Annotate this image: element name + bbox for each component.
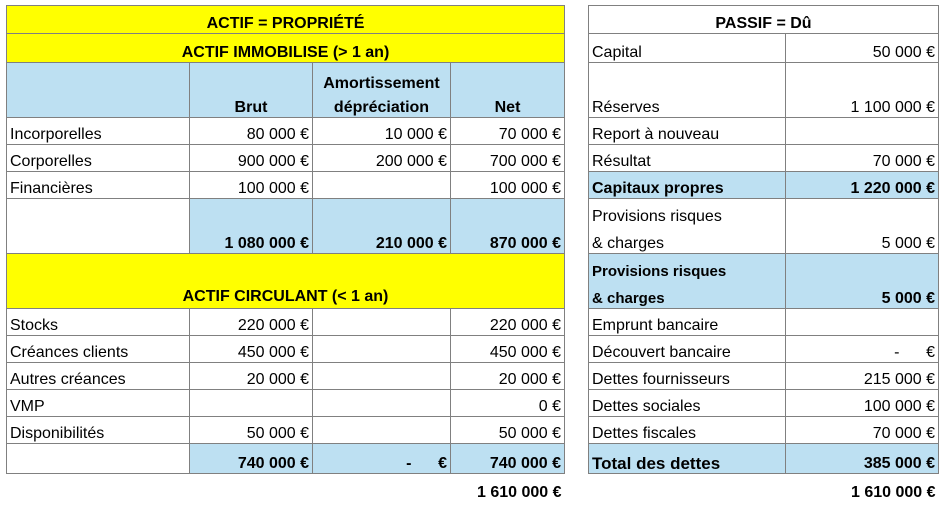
row-label: Dettes sociales <box>589 390 786 417</box>
row-value <box>786 118 939 145</box>
row-amort <box>313 336 451 363</box>
grand-total-blank <box>313 474 451 502</box>
row-net: 50 000 € <box>451 417 565 444</box>
grand-total-blank <box>589 474 786 502</box>
row-label: Dettes fournisseurs <box>589 363 786 390</box>
row-amort: 10 000 € <box>313 118 451 145</box>
capitaux-propres-value: 1 220 000 € <box>786 172 939 199</box>
provisions-label-line-2: & charges <box>592 235 665 252</box>
passif-grand-total: 1 610 000 € <box>850 483 936 501</box>
row-net: 450 000 € <box>451 336 565 363</box>
actif-grand-total-row <box>7 474 565 502</box>
total-amort: 210 000 € <box>313 199 451 254</box>
row-label: Stocks <box>7 309 190 336</box>
header-amortissement-line-1: Amortissement <box>323 75 440 92</box>
row-label: Report à nouveau <box>589 118 786 145</box>
row-net: 700 000 € <box>451 145 565 172</box>
table-row <box>7 172 565 199</box>
passif-title: PASSIF = Dû <box>589 6 939 34</box>
row-amort: 200 000 € <box>313 145 451 172</box>
actif-circulant-title-row <box>7 254 565 309</box>
table-row <box>7 417 565 444</box>
row-label: Autres créances <box>7 363 190 390</box>
actif-immobilise-title-row <box>7 34 565 63</box>
table-row <box>589 34 939 63</box>
row-label: Réserves <box>589 63 786 118</box>
provisions-total-label <box>589 254 786 309</box>
row-value <box>786 336 939 363</box>
actif-column-header-row <box>7 63 565 118</box>
table-row <box>7 118 565 145</box>
table-row <box>589 309 939 336</box>
total-dettes-value: 385 000 € <box>786 444 939 474</box>
row-brut <box>190 390 313 417</box>
actif-immobilise-title: ACTIF IMMOBILISE (> 1 an) <box>7 34 565 63</box>
row-label: Emprunt bancaire <box>589 309 786 336</box>
table-row <box>589 390 939 417</box>
table-row <box>589 417 939 444</box>
row-label: Créances clients <box>7 336 190 363</box>
row-net: 20 000 € <box>451 363 565 390</box>
table-row <box>589 118 939 145</box>
row-label: Résultat <box>589 145 786 172</box>
row-net: 70 000 € <box>451 118 565 145</box>
row-label <box>589 199 786 254</box>
row-label: Incorporelles <box>7 118 190 145</box>
table-row <box>7 309 565 336</box>
row-amort <box>313 363 451 390</box>
row-label: VMP <box>7 390 190 417</box>
actif-circulant-title: ACTIF CIRCULANT (< 1 an) <box>7 254 565 309</box>
total-dettes-label: Total des dettes <box>589 444 786 474</box>
row-amort <box>313 309 451 336</box>
header-brut: Brut <box>190 63 313 118</box>
row-value: 215 000 € <box>786 363 939 390</box>
row-value: 100 000 € <box>786 390 939 417</box>
row-net: 0 € <box>451 390 565 417</box>
table-row <box>589 336 939 363</box>
table-row <box>7 145 565 172</box>
row-brut: 100 000 € <box>190 172 313 199</box>
total-blank-cell <box>7 199 190 254</box>
provisions-label-line-1: Provisions risques <box>592 208 722 225</box>
total-amort-value: - € <box>406 455 447 472</box>
table-row <box>7 336 565 363</box>
row-net: 220 000 € <box>451 309 565 336</box>
header-amortissement <box>313 63 451 118</box>
grand-total-blank <box>190 474 313 502</box>
row-brut: 450 000 € <box>190 336 313 363</box>
capitaux-propres-row <box>589 172 939 199</box>
header-blank-cell <box>7 63 190 118</box>
provisions-total-row <box>589 254 939 309</box>
row-label: Disponibilités <box>7 417 190 444</box>
row-net: 100 000 € <box>451 172 565 199</box>
row-brut: 80 000 € <box>190 118 313 145</box>
total-brut: 740 000 € <box>190 444 313 474</box>
row-amort <box>313 417 451 444</box>
actif-title: ACTIF = PROPRIÉTÉ <box>7 6 565 34</box>
header-amortissement-line-2: dépréciation <box>333 99 430 116</box>
actif-table <box>6 5 565 502</box>
actif-immobilise-total-row <box>7 199 565 254</box>
row-label: Découvert bancaire <box>589 336 786 363</box>
row-value: 70 000 € <box>786 145 939 172</box>
passif-title-row <box>589 6 939 34</box>
row-brut: 50 000 € <box>190 417 313 444</box>
total-amort <box>313 444 451 474</box>
table-row <box>589 145 939 172</box>
actif-circulant-total-row <box>7 444 565 474</box>
row-value: 5 000 € <box>786 199 939 254</box>
row-value <box>786 309 939 336</box>
decouvert-value: - € <box>894 344 935 361</box>
actif-grand-total: 1 610 000 € <box>476 483 562 501</box>
provisions-total-value: 5 000 € <box>786 254 939 309</box>
row-label: Financières <box>7 172 190 199</box>
row-value: 50 000 € <box>786 34 939 63</box>
row-brut: 220 000 € <box>190 309 313 336</box>
total-net: 740 000 € <box>451 444 565 474</box>
grand-total-blank <box>7 474 190 502</box>
provisions-total-line-1: Provisions risques <box>592 263 727 280</box>
row-brut: 900 000 € <box>190 145 313 172</box>
row-label: Capital <box>589 34 786 63</box>
total-brut: 1 080 000 € <box>190 199 313 254</box>
header-net: Net <box>451 63 565 118</box>
row-brut: 20 000 € <box>190 363 313 390</box>
total-dettes-row <box>589 444 939 474</box>
row-value: 70 000 € <box>786 417 939 444</box>
table-row <box>589 199 939 254</box>
row-value: 1 100 000 € <box>786 63 939 118</box>
table-row <box>7 390 565 417</box>
total-net: 870 000 € <box>451 199 565 254</box>
table-row <box>589 63 939 118</box>
table-row <box>589 363 939 390</box>
actif-title-row <box>7 6 565 34</box>
capitaux-propres-label: Capitaux propres <box>589 172 786 199</box>
table-row <box>7 363 565 390</box>
row-amort <box>313 172 451 199</box>
row-label: Corporelles <box>7 145 190 172</box>
provisions-total-line-2: & charges <box>592 290 665 307</box>
passif-table <box>588 5 939 502</box>
row-label: Dettes fiscales <box>589 417 786 444</box>
total-blank-cell <box>7 444 190 474</box>
row-amort <box>313 390 451 417</box>
passif-grand-total-row <box>589 474 939 502</box>
